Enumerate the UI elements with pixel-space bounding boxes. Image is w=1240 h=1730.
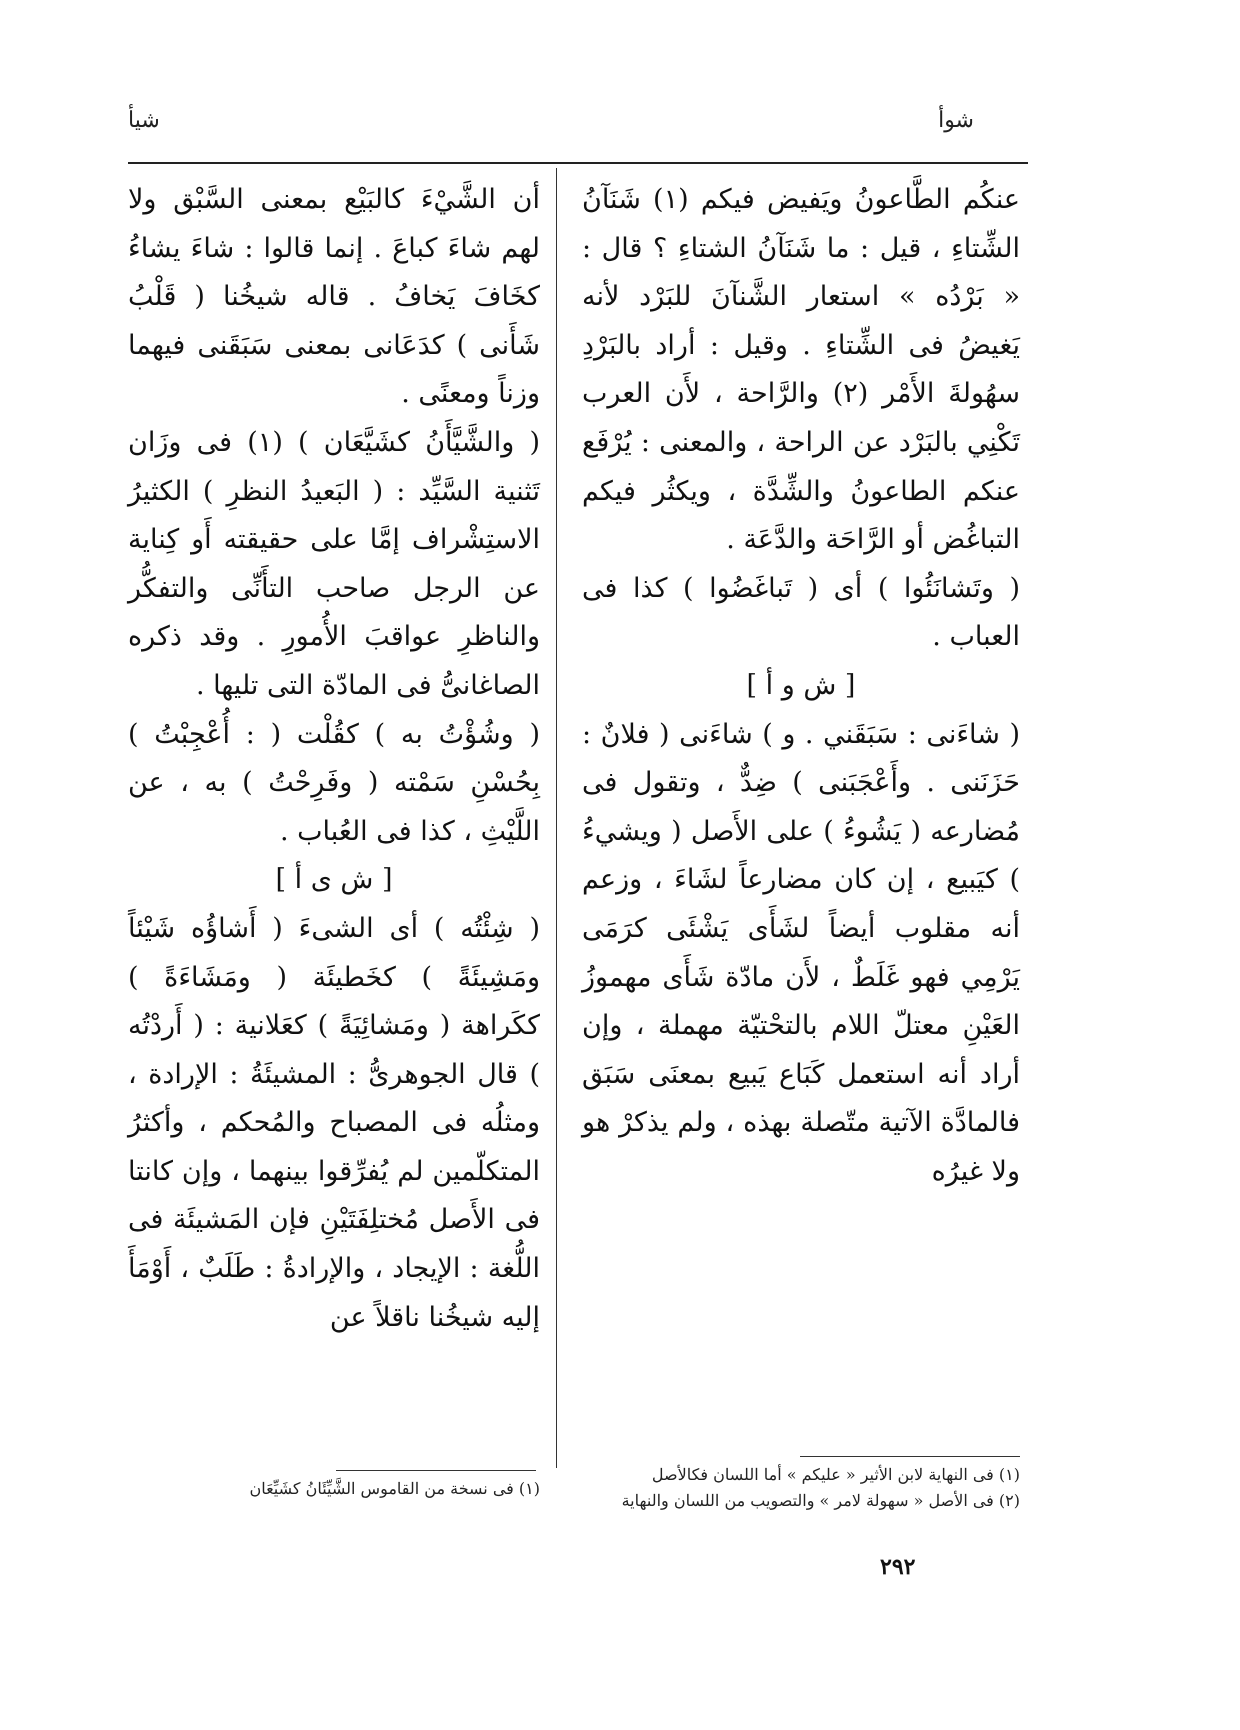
right-footnote-rule <box>800 1456 1020 1457</box>
right-footnotes <box>582 1462 1020 1514</box>
right-column <box>582 176 1020 1196</box>
running-header-right: شوأ <box>938 108 974 133</box>
running-header-left: شيأ <box>128 108 160 133</box>
right-paragraph-1: عنكُم الطَّاعونُ ويَفيض فيكم (١) شَنَآنُ الشِّتاءِ ، قيل : ما شَنَآنُ الشتاءِ ؟ قال : « بَرْدُه » استعار الشَّنآنَ للبَرْد لأنه يَغيضُ فى الشِّتاءِ . وقيل : أراد بالبَرْدِ سهُولةَ الأَمْر (٢) والرَّاحة ، لأَن العرب تَكْنِي بالبَرْد عن الراحة ، والمعنى : يُرْفَع عنكم الطاعونُ والشِّدَّة ، ويكثُر فيكم التباغُض أو الرَّاحَة والدَّعَة . <box>582 184 1020 556</box>
left-section-heading: [ ش ى أ ] <box>275 864 393 896</box>
footnote-2: (٢) فى الأصل « سهولة لامر » والتصويب من اللسان والنهاية <box>621 1491 1020 1510</box>
footnote-1: (١) فى النهاية لابن الأثير « عليكم » أما اللسان فكالأصل <box>651 1465 1020 1484</box>
left-column <box>128 176 540 1342</box>
column-divider <box>556 168 557 1468</box>
left-paragraph-2: ( والشَّيَّأَنُ كشَيَّعَان ) (١) فى وزَان تَثنية السَّيِّد : ( البَعيدُ النظرِ ) الكثيرُ الاستِشْراف إمَّا على حقيقته أَو كِناية عن الرجل صاحب التأَنِّى والتفكُّر والناظرِ عواقبَ الأُمورِ . وقد ذكره الصاغانىُّ فى المادّة التى تليها . <box>128 426 540 701</box>
left-footnote-rule <box>336 1470 536 1471</box>
left-paragraph-4: ( شِئْتُه ) أى الشىءَ ( أَشاؤُه شَيْئاً ومَشِيئَةً ) كخَطيئَة ( ومَشَاءَةً ) ككَراهة ( ومَشائِيَةً ) كعَلانية : ( أَردْتُه ) قال الجوهرىُّ : المشيئَةُ : الإرادة ، ومثلُه فى المصباح والمُحكم ، وأكثرُ المتكلّمين لم يُفرِّقوا بينهما ، وإن كانتا فى الأَصل مُختلِفَتَيْنِ فإن المَشيئَة فى اللُّغة : الإيجاد ، والإرادةُ : طَلَبٌ ، أَوْمَأَ إليه شيخُنا ناقلاً عن <box>128 912 540 1333</box>
left-paragraph-1: أن الشَّيْءَ كالبَيْع بمعنى السَّبْق ولا لهم شاءَ كباعَ . إنما قالوا : شاءَ يشاءُ كخَافَ يَخافُ . قاله شيخُنا ( قَلْبُ شَأَنى ) كدَعَانى بمعنى سَبَقَنى فيهما وزناً ومعنًى . <box>128 184 540 410</box>
right-section-heading: [ ش و أ ] <box>746 669 856 701</box>
right-paragraph-3: ( شاءَنى : سَبَقَني . و ) شاءَنى ( فلانٌ : حَزَنَنى . وأَعْجَبَنى ) ضِدٌّ ، وتقول فى مُضارعه ( يَشُوءُ ) على الأَصل ( ويشيءُ ) كيَبيع ، إن كان مضارعاً لشَاءَ ، وزعم أنه مقلوب أيضاً لشَأَى يَشْئَى كرَمَى يَرْمِي فهو غَلَطٌ ، لأَن مادّة شَأَى مهموزُ العَيْنِ معتلّ اللام بالتحْتيّة مهملة ، وإن أراد أنه استعمل كَبَاع يَبيع بمعنَى سَبَق فالمادَّة الآتية متّصلة بهذه ، ولم يذكرْ هو ولا غيرُه <box>582 718 1020 1187</box>
left-footnotes <box>128 1476 540 1502</box>
header-rule <box>128 162 1028 164</box>
page-number: ٢٩٢ <box>880 1554 916 1580</box>
right-paragraph-2: ( وتَشانَئُوا ) أى ( تَباغَضُوا ) كذا فى العباب . <box>582 572 1020 653</box>
footnote-left-1: (١) فى نسخة من القاموس الشَّيِّئَانُ كشَيِّعَان <box>249 1479 540 1498</box>
left-paragraph-3: ( وشُؤْتُ به ) كقُلْت ( : أُعْجِبْتُ ) بِحُسْنِ سَمْته ( وفَرِحْتُ ) به ، عن اللَّيْثِ ، كذا فى العُباب . <box>128 718 540 847</box>
